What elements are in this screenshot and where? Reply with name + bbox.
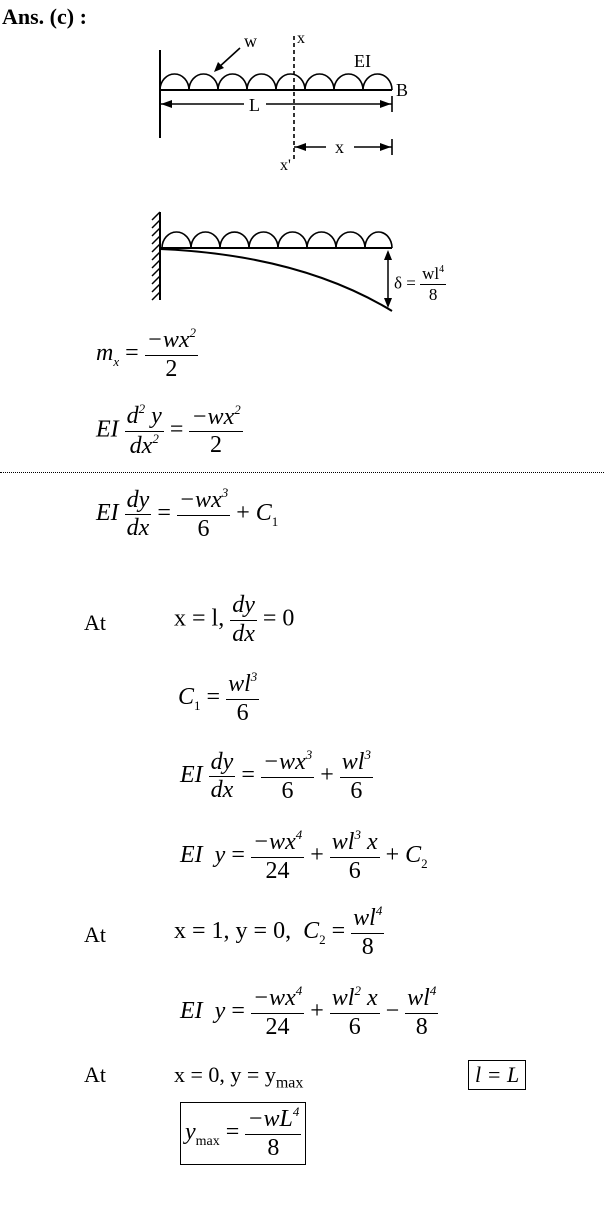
span-arrowhead-right bbox=[380, 100, 391, 108]
slope-equation: EI $\frac{dy}{dx}$ = $\frac{-wx^3}{6}$ + $C_1$ bbox=[96, 485, 279, 542]
moment-equation: $m_x$ = $\frac{-wx^2}{2}$ bbox=[96, 325, 197, 382]
at-label-2: At bbox=[84, 922, 106, 947]
span-arrowhead-left bbox=[161, 100, 172, 108]
beam-diagram bbox=[0, 0, 604, 190]
rigidity-label: EI bbox=[354, 51, 371, 71]
deflection-equation-final: EI y = $\frac{-wx^4}{24}$ + $\frac{wl^2 x}{6}$ − $\frac{wl^4}{8}$ bbox=[180, 983, 437, 1040]
distributed-load-arcs-2 bbox=[162, 232, 392, 248]
max-deflection-result: $y_{max}$ = $\frac{-wL^4}{8}$ bbox=[180, 1102, 306, 1165]
distance-arrowhead-right bbox=[380, 143, 391, 151]
span-label: L bbox=[249, 95, 260, 115]
slope-equation-final: EI $\frac{dy}{dx}$ = $\frac{-wx^3}{6}$ + $\frac{wl^3}{6}$ bbox=[180, 747, 371, 804]
curvature-equation: EI $\frac{d^2 y}{dx^2}$ = $\frac{-wx^2}{2}$ bbox=[96, 401, 241, 459]
deflection-label: δ = $\frac{wl^4}{8}$ bbox=[394, 264, 445, 304]
distance-arrowhead-left bbox=[295, 143, 306, 151]
boundary-condition-1: x = l, $\frac{dy}{dx}$ = 0 bbox=[174, 592, 295, 647]
deflected-curve bbox=[160, 249, 392, 311]
delta-arrowhead-top bbox=[384, 250, 392, 260]
distance-label: x bbox=[335, 137, 344, 157]
boundary-condition-3: x = 0, $y = y_{max}$ bbox=[174, 1062, 304, 1092]
load-arrow bbox=[218, 48, 240, 68]
at-label-3: At bbox=[84, 1062, 106, 1087]
page-separator bbox=[0, 472, 604, 473]
wall-hatching bbox=[152, 212, 160, 300]
boundary-condition-2: x = 1, y = 0, $C_2$ = $\frac{wl^4}{8}$ bbox=[174, 903, 383, 960]
distributed-load-arcs bbox=[160, 74, 392, 90]
section-label-top: x bbox=[297, 30, 305, 47]
deflection-equation: EI y = $\frac{-wx^4}{24}$ + $\frac{wl^3 x}{6}$ + $C_2$ bbox=[180, 827, 428, 884]
constant-c1-equation: $C_1$ = $\frac{wl^3}{6}$ bbox=[178, 669, 258, 726]
answer-heading: Ans. (c) : bbox=[2, 4, 87, 29]
length-relation: l = L bbox=[468, 1060, 526, 1090]
at-label-1: At bbox=[84, 610, 106, 635]
end-label-b: B bbox=[396, 80, 409, 100]
section-label-bottom: x' bbox=[280, 157, 291, 174]
load-label: w bbox=[244, 31, 257, 51]
deflection-diagram bbox=[0, 200, 604, 320]
